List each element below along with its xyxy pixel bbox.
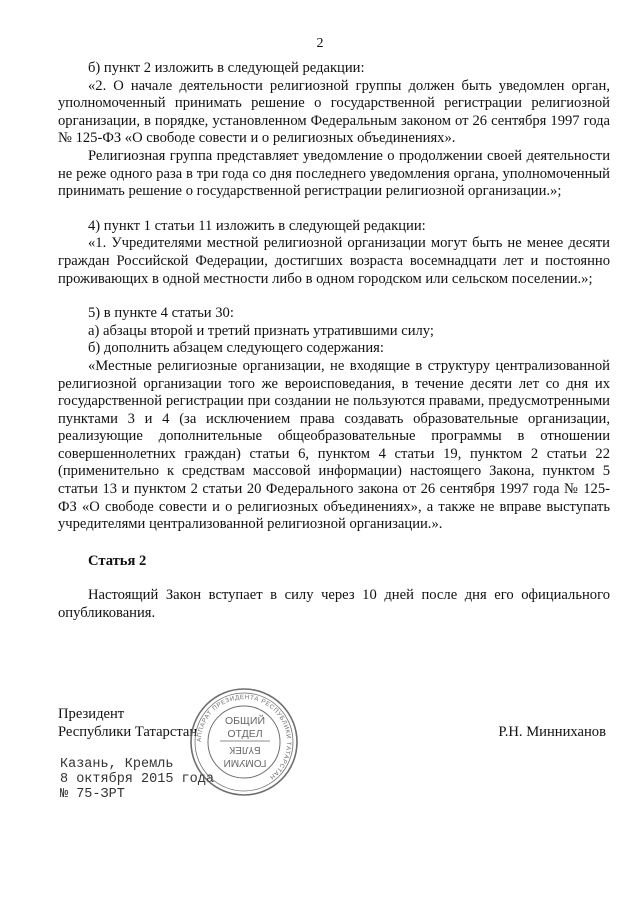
date: 8 октября 2015 года [60, 772, 214, 787]
paragraph: а) абзацы второй и третий признать утратившими силу; [88, 322, 434, 339]
stamp-line: ОБЩИЙ [225, 715, 265, 727]
place: Казань, Кремль [60, 757, 174, 772]
stamp-line: ОТДЕЛ [227, 728, 263, 740]
signatory-name: Р.Н. Минниханов [498, 724, 606, 740]
paragraph: 5) в пункте 4 статьи 30: [88, 305, 234, 322]
stamp-line: БҮЛЕК [229, 744, 261, 755]
paragraph: «1. Учредителями местной религиозной организации могут быть не менее десяти граждан Российской Федерации, достигших возраста восемнадцати лет и постоянно проживающих в одной местности либо в одном городском или сельском поселении.»; [58, 235, 610, 287]
paragraph: Религиозная группа представляет уведомление о продолжении своей деятельности не реже одного раза в три года со дня последнего уведомления органа, уполномоченный принимать решение о государственной регистрации религиозной организации.»; [58, 147, 610, 200]
paragraph: Настоящий Закон вступает в силу через 10 дней после дня его официального опубликования. [58, 587, 610, 622]
paragraph: «Местные религиозные организации, не входящие в структуру централизованной религиозной организации того же вероисповедания, в течение десяти лет со дня их государственной регистрации при создании не пользуются правами, предусмотренными пунктами 3 и 4 (за исключением права создавать образовательные организации, реализующие дополнительные общеобразовательные программы в отношении совершеннолетних граждан) статьи 6, пунктом 4 статьи 19, пунктом 2 статьи 22 (применительно к средствам массовой информации) настоящего Закона, пунктом 5 статьи 13 и пунктом 2 статьи 20 Федерального закона от 26 сентября 1997 года № 125-ФЗ «О свободе совести и о религиозных объединениях», а также не вправе выступать учредителями централизованной религиозной организации.». [58, 357, 610, 533]
document-body [58, 60, 610, 623]
paragraph: б) пункт 2 изложить в следующей редакции: [88, 60, 365, 76]
official-stamp [188, 686, 300, 798]
signatory-title [58, 705, 197, 741]
stamp-line: ГОМУМИ [223, 757, 267, 768]
stamp-ring-text: АППАРАТ ПРЕЗИДЕНТА РЕСПУБЛИКИ ТАТАРСТАН [195, 693, 293, 781]
page-number: 2 [316, 36, 324, 51]
article-heading: Статья 2 [88, 552, 147, 569]
paragraph: б) дополнить абзацем следующего содержания: [88, 340, 384, 357]
signatory-title-line: Президент [58, 706, 125, 722]
paragraph: «2. О начале деятельности религиозной группы должен быть уведомлен орган, уполномоченный принимать решение о государственной регистрации религиозной организации, в порядке, установленном Федеральным законом от 26 сентября 1997 года № 125-ФЗ «О свободе совести и о религиозных объединениях». [58, 77, 610, 147]
signatory-title-line: Республики Татарстан [58, 724, 198, 740]
paragraph: 4) пункт 1 статьи 11 изложить в следующей редакции: [88, 217, 426, 234]
law-number: № 75-ЗРТ [60, 787, 125, 802]
